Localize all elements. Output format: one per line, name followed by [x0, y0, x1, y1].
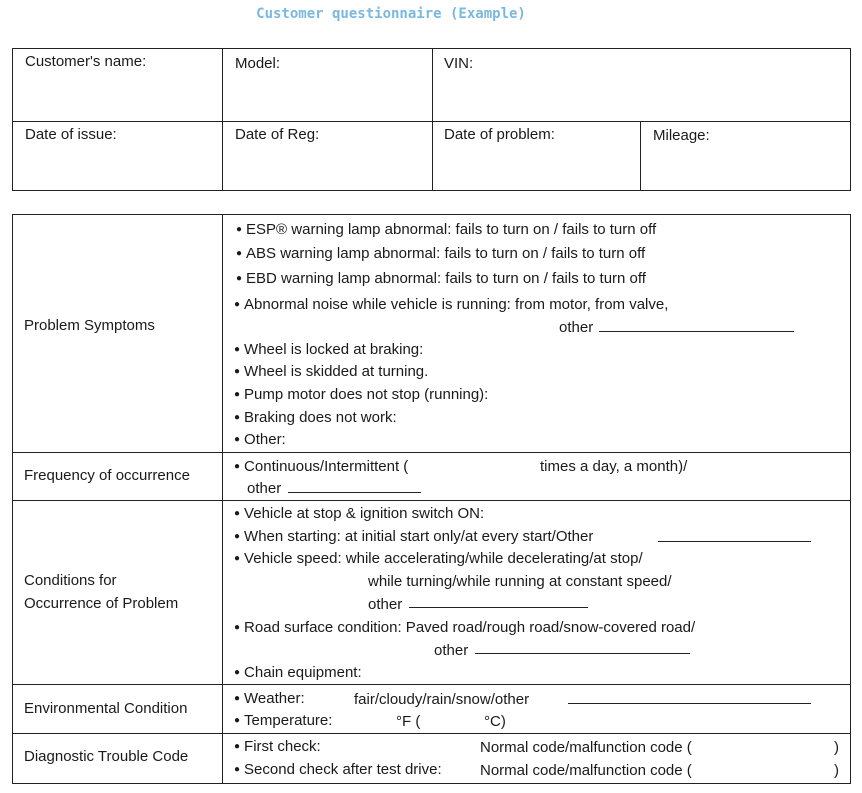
date-of-problem-label: Date of problem:: [444, 126, 555, 143]
symptom-ebd: ● EBD warning lamp abnormal: fails to turn on / fails to turn off: [236, 270, 646, 290]
divider: [222, 214, 223, 784]
symptom-wheel-locked: ● Wheel is locked at braking:: [234, 341, 423, 361]
symptom-abnormal-noise: ● Abnormal noise while vehicle is running: from motor, from valve,: [234, 296, 668, 316]
noise-other-blank: [599, 331, 794, 332]
condition-vehicle-stop: ● Vehicle at stop & ignition switch ON:: [234, 505, 484, 525]
symptom-abs: ● ABS warning lamp abnormal: fails to turn on / fails to turn off: [236, 245, 645, 265]
conditions-label-line1: Conditions for: [24, 572, 117, 589]
dtc-second-check-label: ● Second check after test drive:: [234, 761, 442, 781]
weather-values: fair/cloudy/rain/snow/other: [354, 691, 530, 708]
divider: [222, 48, 223, 191]
road-other-blank: [475, 653, 690, 654]
noise-other-label: other: [559, 319, 594, 336]
frequency-label: Frequency of occurrence: [24, 467, 190, 484]
condition-vehicle-speed: ● Vehicle speed: while accelerating/while decelerating/at stop/: [234, 550, 643, 570]
dtc-second-code: Normal code/malfunction code (: [480, 762, 692, 779]
frequency-other-blank: [288, 492, 421, 493]
divider: [640, 121, 641, 191]
condition-when-starting: ● When starting: at initial start only/at every start/Other: [234, 528, 593, 548]
temperature-f: °F (: [396, 713, 421, 730]
temperature-c: °C): [484, 713, 506, 730]
symptom-wheel-skidded: ● Wheel is skidded at turning.: [234, 363, 428, 383]
symptom-esp: ● ESP® warning lamp abnormal: fails to turn on / fails to turn off: [236, 221, 656, 241]
model-label: Model:: [235, 55, 281, 72]
vin-label: VIN:: [444, 55, 474, 72]
frequency-other-label: other: [247, 480, 282, 497]
speed-other-label: other: [368, 596, 403, 613]
frequency-times: times a day, a month)/: [540, 458, 688, 475]
speed-other-blank: [409, 607, 588, 608]
condition-speed-line2: while turning/while running at constant speed/: [368, 573, 672, 590]
dtc-first-check-label: ● First check:: [234, 738, 321, 758]
symptom-braking: ● Braking does not work:: [234, 409, 397, 429]
symptom-other: ● Other:: [234, 431, 286, 451]
starting-other-blank: [658, 541, 811, 542]
conditions-label-line2: Occurrence of Problem: [24, 595, 179, 612]
divider: [432, 48, 433, 191]
environment-label: Environmental Condition: [24, 700, 188, 717]
dtc-label: Diagnostic Trouble Code: [24, 748, 189, 765]
symptom-pump-motor: ● Pump motor does not stop (running):: [234, 386, 488, 406]
dtc-first-code: Normal code/malfunction code (: [480, 739, 692, 756]
frequency-continuous: ● Continuous/Intermittent (: [234, 458, 408, 478]
dtc-second-close: ): [834, 762, 839, 779]
road-other-label: other: [434, 642, 469, 659]
mileage-label: Mileage:: [653, 127, 710, 144]
dtc-first-close: ): [834, 739, 839, 756]
customers-name-label: Customer's name:: [25, 53, 147, 70]
weather-other-blank: [568, 703, 811, 704]
divider: [12, 733, 851, 734]
date-of-reg-label: Date of Reg:: [235, 126, 320, 143]
temperature-label: ● Temperature:: [234, 712, 332, 732]
weather-label: ● Weather:: [234, 690, 305, 710]
date-of-issue-label: Date of issue:: [25, 126, 117, 143]
condition-chain-equipment: ● Chain equipment:: [234, 664, 362, 684]
divider: [12, 452, 851, 453]
problem-symptoms-label: Problem Symptoms: [24, 317, 155, 334]
condition-road-surface: ● Road surface condition: Paved road/rough road/snow-covered road/: [234, 619, 695, 639]
divider: [12, 684, 851, 685]
page-title: Customer questionnaire (Example): [256, 6, 526, 22]
divider: [12, 500, 851, 501]
